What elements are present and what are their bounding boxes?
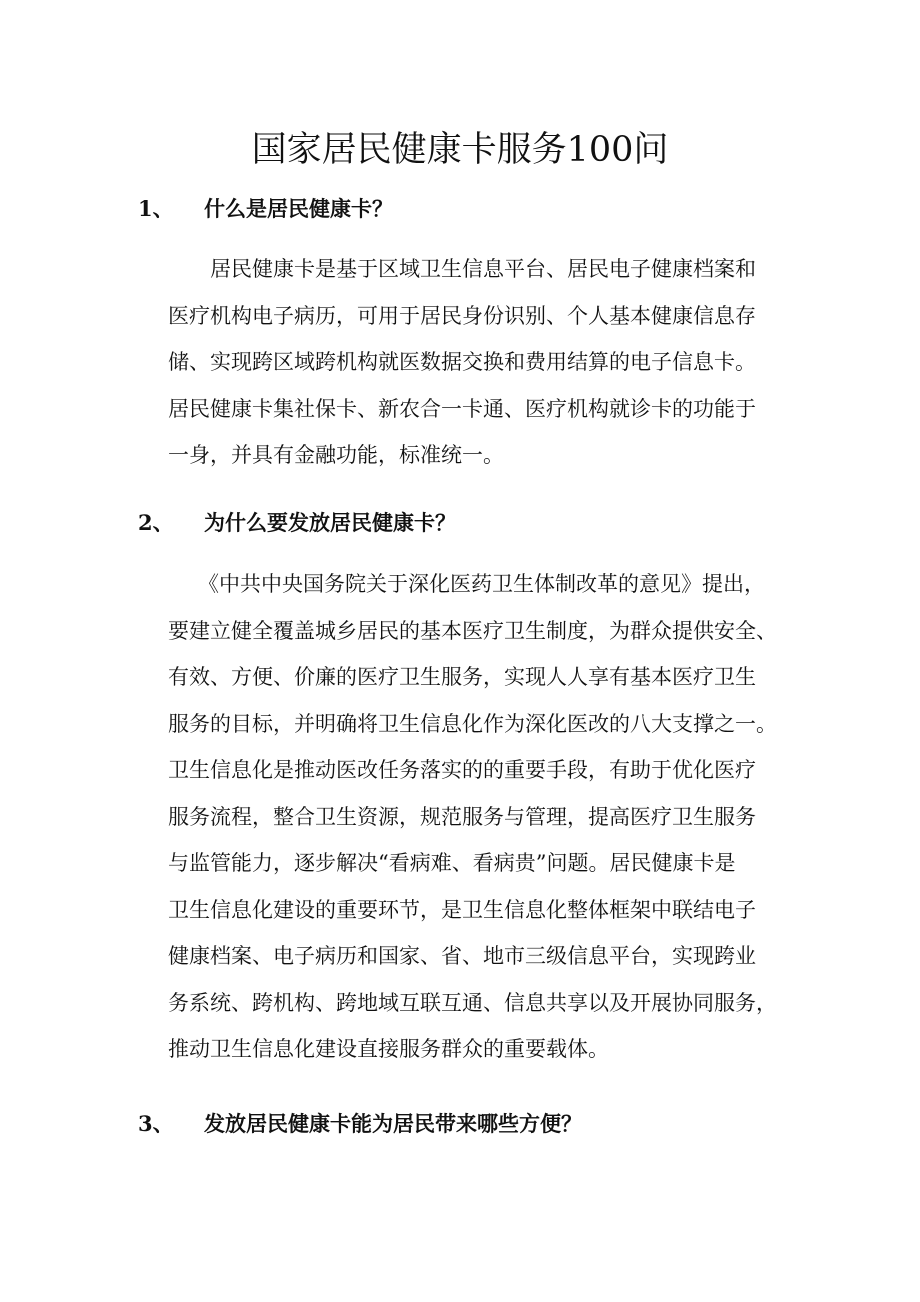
question-text: 为什么要发放居民健康卡？ — [204, 510, 456, 535]
answer-line: 储、实现跨区域跨机构就医数据交换和费用结算的电子信息卡。 — [168, 350, 756, 374]
answer-line: 居民健康卡是基于区域卫生信息平台、居民电子健康档案和 — [210, 257, 756, 281]
answer-line: 卫生信息化建设的重要环节，是卫生信息化整体框架中联结电子 — [168, 897, 756, 922]
answer-line: 卫生信息化是推动医改任务落实的的重要手段，有助于优化医疗 — [168, 758, 756, 782]
answer-line: 居民健康卡集社保卡、新农合一卡通、医疗机构就诊卡的功能于 — [168, 396, 756, 421]
answer-line: 《中共中央国务院关于深化医药卫生体制改革的意见》提出， — [198, 572, 765, 596]
document-title: 国家居民健康卡服务100问 — [251, 130, 669, 170]
answer-line: 推动卫生信息化建设直接服务群众的重要载体。 — [168, 1037, 609, 1061]
answer-line: 健康档案、电子病历和国家、省、地市三级信息平台，实现跨业 — [168, 944, 756, 968]
answer-line: 一身，并具有金融功能，标准统一。 — [168, 443, 504, 467]
question-1-heading — [138, 193, 393, 225]
answer-line: 有效、方便、价廉的医疗卫生服务，实现人人享有基本医疗卫生 — [168, 665, 756, 689]
question-number: 2、 — [138, 510, 174, 535]
question-text: 发放居民健康卡能为居民带来哪些方便？ — [204, 1111, 582, 1136]
question-2-heading — [138, 507, 456, 539]
answer-line: 务系统、跨机构、跨地域互联互通、信息共享以及开展协同服务， — [168, 990, 777, 1015]
answer-1-paragraph — [168, 246, 808, 479]
answer-line: 要建立健全覆盖城乡居民的基本医疗卫生制度，为群众提供安全、 — [168, 618, 777, 643]
answer-2-paragraph — [168, 561, 808, 1073]
question-text: 什么是居民健康卡？ — [204, 196, 393, 221]
question-3-heading — [138, 1108, 582, 1140]
answer-line: 医疗机构电子病历，可用于居民身份识别、个人基本健康信息存 — [168, 303, 756, 328]
answer-line: 服务流程，整合卫生资源，规范服务与管理，提高医疗卫生服务 — [168, 804, 756, 829]
question-number: 1、 — [138, 196, 174, 221]
answer-line: 服务的目标，并明确将卫生信息化作为深化医改的八大支撑之一。 — [168, 711, 777, 736]
question-number: 3、 — [138, 1111, 174, 1136]
answer-line: 与监管能力，逐步解决“看病难、看病贵”问题。居民健康卡是 — [168, 851, 736, 875]
